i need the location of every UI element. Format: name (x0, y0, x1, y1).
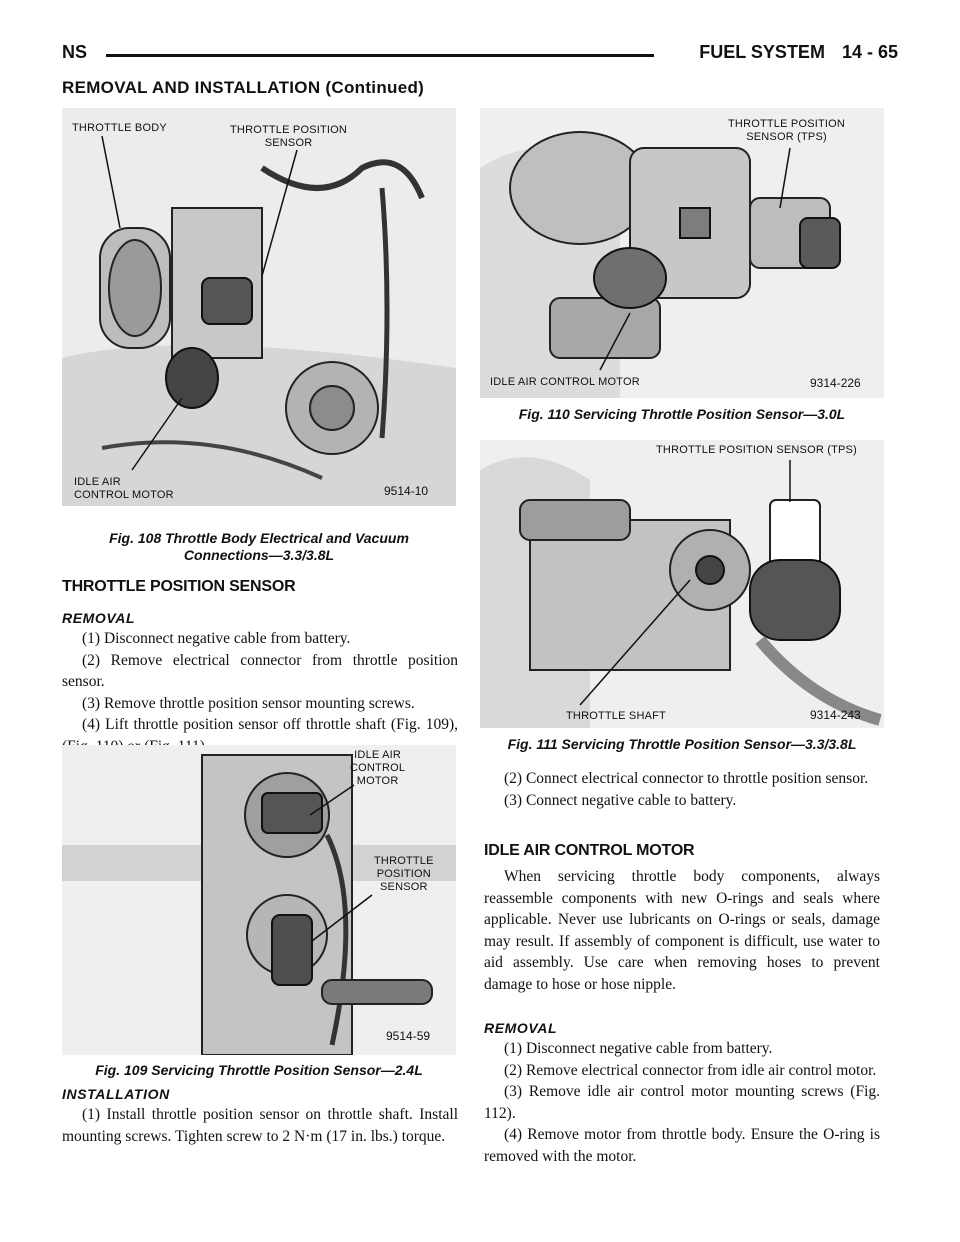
iac-intro-text: When servicing throttle body components, always reassemble components with new O-rings and seals where applicable. Never use lubricants on O-rings or seals, damage may result. If assembly of component is difficult, use water to aid assembly. Use care when removing hoses to prevent damage to hose or hose nipple. (484, 868, 880, 993)
figure-109-code: 9514-59 (386, 1029, 431, 1043)
tps-removal-step-4: (4) Lift throttle position sensor off throttle shaft (Fig. 109), (82, 716, 458, 734)
label-fig110-tps (728, 118, 845, 144)
header-right (687, 42, 898, 63)
figure-110-code: 9314-226 (810, 376, 861, 390)
label-iac-line2: CONTROL MOTOR (74, 489, 174, 501)
iac-intro (484, 866, 880, 996)
figure-110-caption: Fig. 110 Servicing Throttle Position Sensor—3.0L (518, 406, 846, 422)
label-tps-line2: SENSOR (264, 137, 313, 149)
tps-removal-step-1: (1) Disconnect negative cable from battery. (82, 630, 351, 647)
tps-install-step-3: (3) Connect negative cable to battery. (504, 791, 737, 809)
header-section: FUEL SYSTEM (699, 42, 825, 62)
label-fig109-tps (374, 855, 434, 894)
label-fig110-tps-line1: THROTTLE POSITION (728, 118, 846, 130)
figure-108-drawing (62, 108, 456, 506)
tps-install-step-2: (2) Connect electrical connector to throttle position sensor. (504, 770, 869, 787)
header-rule (106, 54, 654, 57)
tps-install-step-1-block (62, 1104, 458, 1147)
iac-removal-step-3: (3) Remove idle air control motor mounting screws (Fig. 112). (484, 1083, 880, 1122)
tps-removal-step-2: (2) Remove electrical connector from throttle position sensor. (62, 651, 458, 691)
label-fig110-iac: IDLE AIR CONTROL MOTOR (490, 376, 640, 388)
figure-109-caption: Fig. 109 Servicing Throttle Position Sensor—2.4L (95, 1062, 423, 1078)
label-fig111-tps: THROTTLE POSITION SENSOR (TPS) (656, 444, 857, 456)
heading-idle-air-control-motor: IDLE AIR CONTROL MOTOR (484, 842, 695, 859)
label-fig111-throttle-shaft: THROTTLE SHAFT (566, 710, 666, 722)
label-throttle-body: THROTTLE BODY (72, 122, 167, 134)
figure-109-illustration (62, 745, 456, 1055)
label-fig109-iac-line3: MOTOR (356, 775, 399, 787)
label-idle-air-control-motor (74, 476, 174, 502)
figure-111-caption: Fig. 111 Servicing Throttle Position Sensor—3.3/3.8L (507, 736, 857, 752)
label-fig109-iac-line2: CONTROL (350, 762, 406, 774)
heading-tps-installation: INSTALLATION (62, 1086, 170, 1102)
iac-removal-steps (484, 1038, 880, 1168)
heading-tps-removal: REMOVAL (62, 610, 136, 626)
tps-install-steps-2-3 (484, 768, 880, 811)
tps-removal-step-3: (3) Remove throttle position sensor mounting screws. (82, 694, 415, 712)
figure-110-drawing (480, 108, 884, 398)
tps-removal-steps (62, 628, 458, 758)
figure-108-caption-line1: Fig. 108 Throttle Body Electrical and Vacuum (109, 530, 409, 546)
continued-title: REMOVAL AND INSTALLATION (Continued) (62, 78, 425, 97)
label-fig109-tps-line1: THROTTLE (374, 855, 434, 867)
label-iac-line1: IDLE AIR (74, 476, 121, 488)
label-fig109-tps-line2: POSITION (376, 868, 431, 880)
label-tps-line1: THROTTLE POSITION (230, 124, 348, 136)
label-throttle-position-sensor (230, 124, 347, 150)
tps-install-step-1: (1) Install throttle position sensor on throttle shaft. Install mounting screws. Tighten screw to 2 N·m (17 in. lbs.) torque. (62, 1106, 458, 1145)
label-fig109-iac-line1: IDLE AIR (354, 749, 402, 761)
iac-removal-step-1: (1) Disconnect negative cable from battery. (504, 1040, 773, 1057)
figure-110-illustration (480, 108, 884, 398)
figure-111-code: 9314-243 (810, 708, 861, 722)
header-model-code: NS (62, 42, 88, 62)
label-fig109-iac (350, 749, 405, 788)
iac-removal-step-2: (2) Remove electrical connector from idle air control motor. (504, 1061, 877, 1079)
figure-108-illustration (62, 108, 456, 506)
heading-iac-removal: REMOVAL (484, 1020, 558, 1036)
figure-111-illustration (480, 440, 884, 728)
label-fig110-tps-line2: SENSOR (TPS) (746, 131, 827, 143)
label-fig109-tps-line3: SENSOR (380, 881, 428, 893)
figure-108-caption-line2: Connections—3.3/3.8L (183, 547, 335, 563)
iac-removal-step-4: (4) Remove motor from throttle body. Ensure the O-ring is removed with the motor. (484, 1126, 880, 1165)
figure-109-drawing (62, 745, 456, 1055)
page-header (62, 42, 898, 72)
figure-108-code: 9514-10 (384, 484, 429, 498)
figure-111-drawing (480, 440, 884, 728)
heading-throttle-position-sensor: THROTTLE POSITION SENSOR (62, 578, 296, 595)
figure-108-caption (62, 530, 456, 564)
header-page-number: 14 - 65 (841, 42, 898, 62)
